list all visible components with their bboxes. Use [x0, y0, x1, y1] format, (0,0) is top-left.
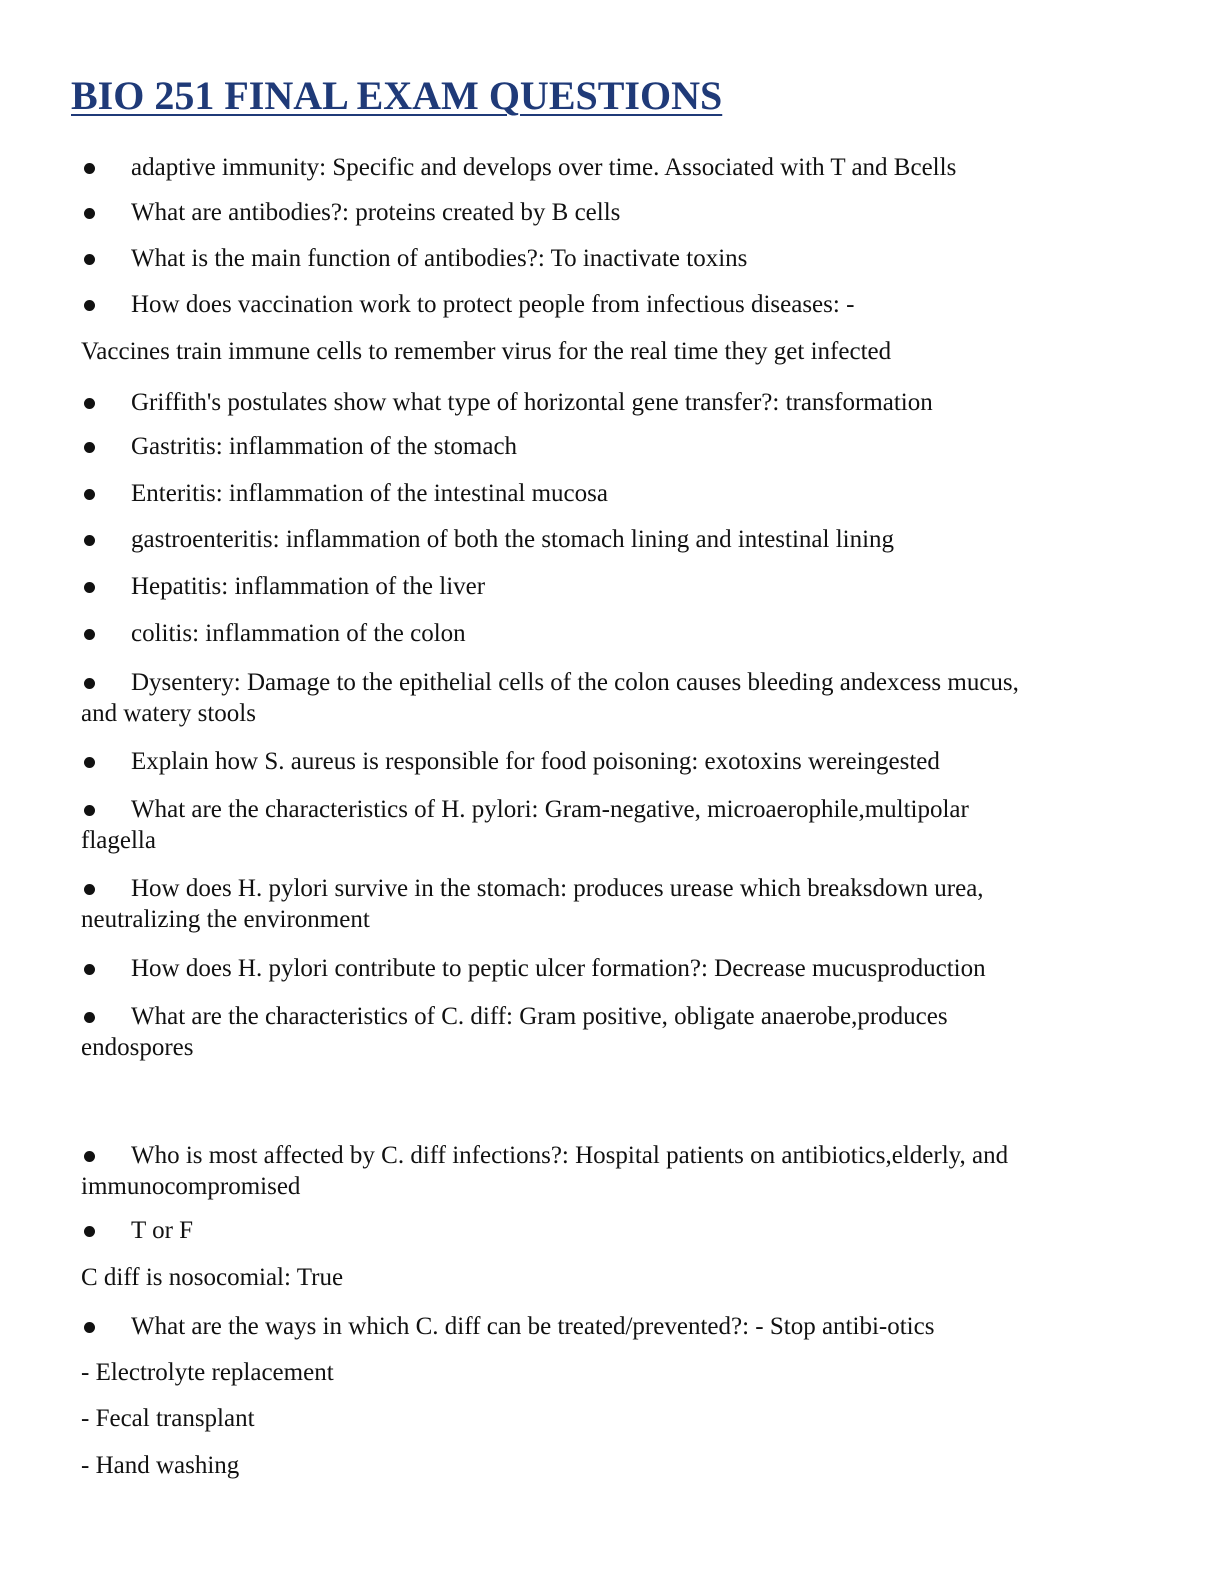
list-item: Who is most affected by C. diff infections?: Hospital patients on antibiotics,elderly, and: [131, 1142, 1009, 1169]
list-item: How does vaccination work to protect people from infectious diseases: -: [131, 291, 855, 318]
plain-line: C diff is nosocomial: True: [81, 1264, 344, 1291]
list-item: What are antibodies?: proteins created by B cells: [131, 199, 621, 226]
list-item: T or F: [131, 1217, 194, 1244]
list-item: Explain how S. aureus is responsible for food poisoning: exotoxins wereingested: [131, 748, 940, 775]
plain-line: - Hand washing: [81, 1452, 240, 1479]
list-item: How does H. pylori survive in the stomach: produces urease which breaksdown urea,: [131, 875, 984, 902]
list-item: What are the characteristics of H. pylori: Gram-negative, microaerophile,multipolar: [131, 796, 969, 823]
bullet-icon: [84, 884, 95, 895]
bullet-icon: [84, 254, 95, 265]
plain-line: Vaccines train immune cells to remember virus for the real time they get infected: [81, 338, 892, 365]
list-item-continuation: endospores: [81, 1034, 194, 1061]
list-item: What is the main function of antibodies?: To inactivate toxins: [131, 245, 748, 272]
bullet-icon: [84, 757, 95, 768]
plain-line: - Electrolyte replacement: [81, 1359, 334, 1386]
bullet-icon: [84, 678, 95, 689]
list-item: Griffith's postulates show what type of horizontal gene transfer?: transformation: [131, 389, 933, 416]
list-item: Dysentery: Damage to the epithelial cells of the colon causes bleeding andexcess mucus,: [131, 669, 1019, 696]
bullet-icon: [84, 208, 95, 219]
list-item-continuation: immunocompromised: [81, 1173, 301, 1200]
list-item-continuation: and watery stools: [81, 700, 256, 727]
list-item: gastroenteritis: inflammation of both the stomach lining and intestinal lining: [131, 526, 895, 553]
document-title: BIO 251 FINAL EXAM QUESTIONS: [71, 73, 723, 118]
list-item: How does H. pylori contribute to peptic ulcer formation?: Decrease mucusproduction: [131, 955, 986, 982]
bullet-icon: [84, 442, 95, 453]
bullet-icon: [84, 1322, 95, 1333]
list-item-continuation: flagella: [81, 827, 156, 854]
list-item: adaptive immunity: Specific and develops over time. Associated with T and Bcells: [131, 154, 957, 181]
bullet-icon: [84, 1226, 95, 1237]
list-item: What are the ways in which C. diff can be treated/prevented?: - Stop antibi-otics: [131, 1313, 935, 1340]
bullet-icon: [84, 489, 95, 500]
list-item-continuation: neutralizing the environment: [81, 906, 370, 933]
list-item: Hepatitis: inflammation of the liver: [131, 573, 486, 600]
list-item: colitis: inflammation of the colon: [131, 620, 466, 647]
bullet-icon: [84, 582, 95, 593]
bullet-icon: [84, 805, 95, 816]
bullet-icon: [84, 535, 95, 546]
bullet-icon: [84, 398, 95, 409]
list-item: What are the characteristics of C. diff: Gram positive, obligate anaerobe,produces: [131, 1003, 948, 1030]
plain-line: - Fecal transplant: [81, 1405, 255, 1432]
bullet-icon: [84, 1012, 95, 1023]
bullet-icon: [84, 300, 95, 311]
bullet-icon: [84, 964, 95, 975]
bullet-icon: [84, 1151, 95, 1162]
list-item: Gastritis: inflammation of the stomach: [131, 433, 518, 460]
list-item: Enteritis: inflammation of the intestinal mucosa: [131, 480, 608, 507]
bullet-icon: [84, 163, 95, 174]
bullet-icon: [84, 629, 95, 640]
